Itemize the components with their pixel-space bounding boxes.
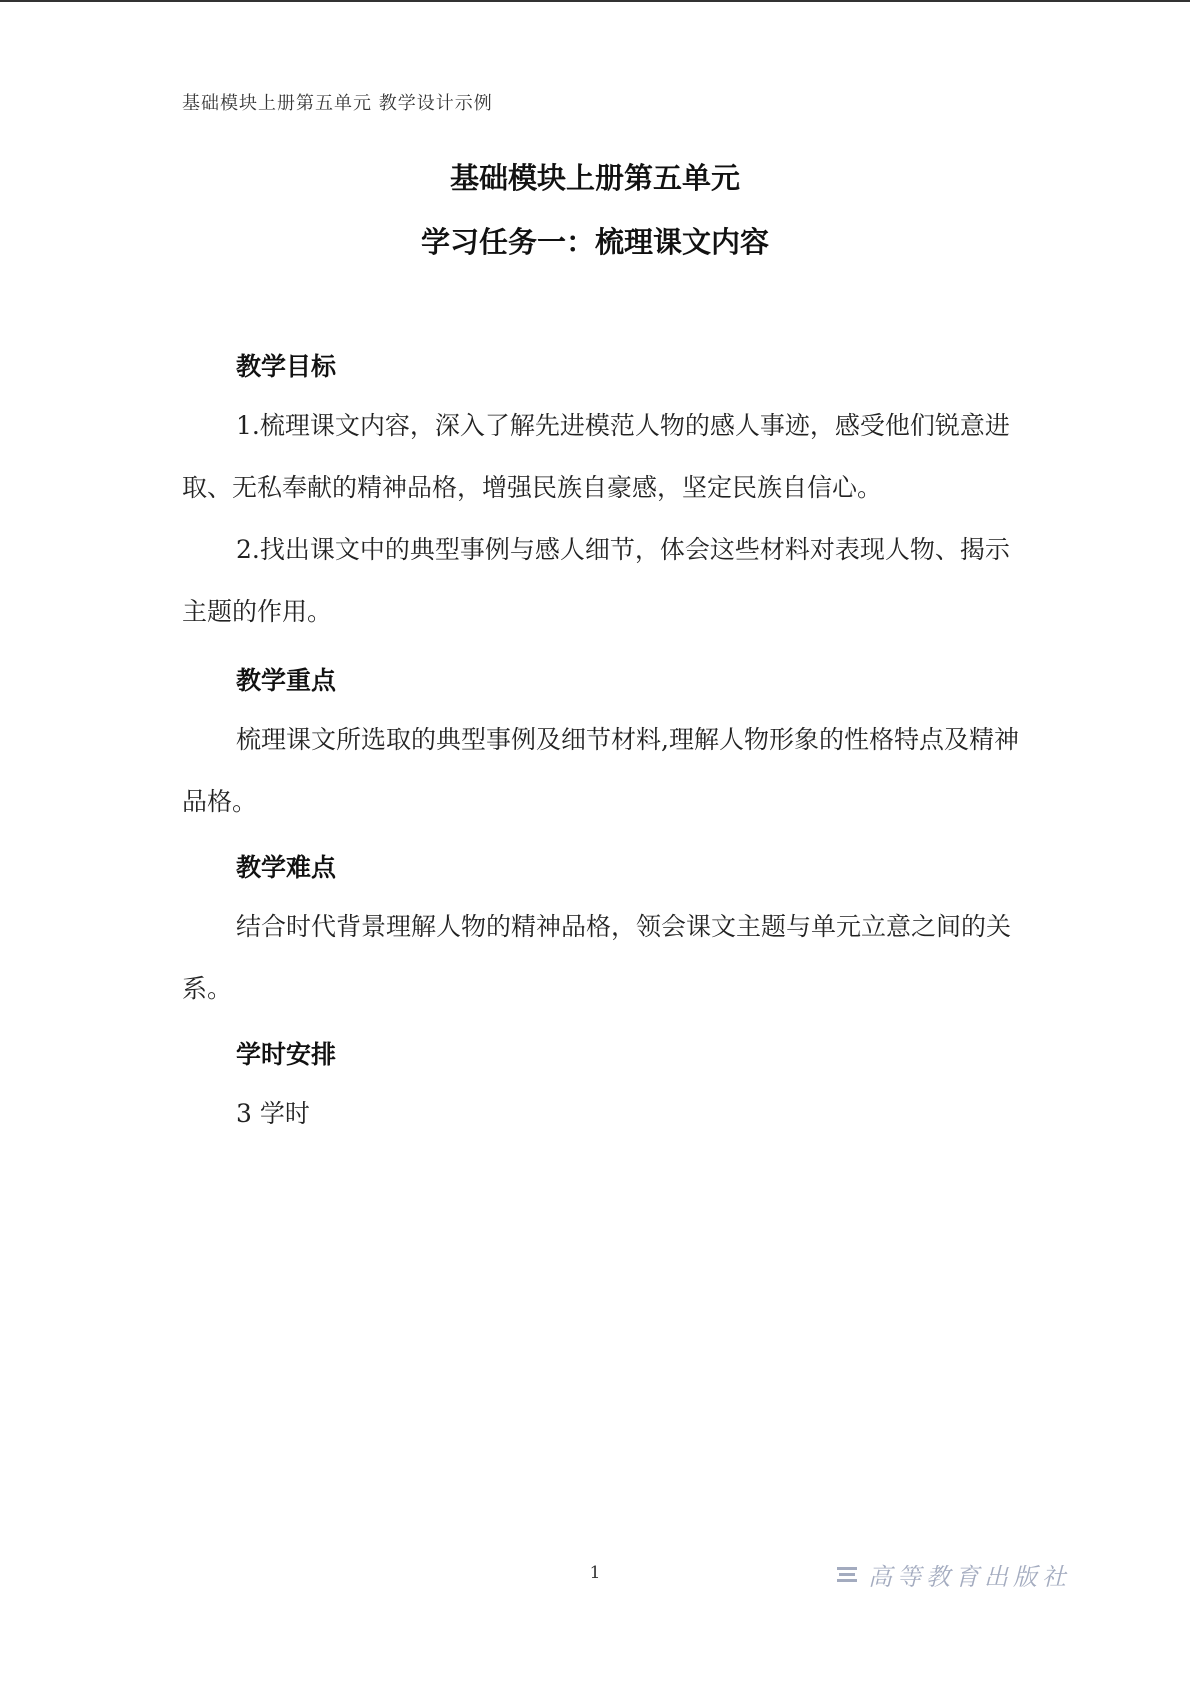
schedule-body: 3 学时 [236, 1099, 310, 1128]
publisher-logo [836, 1557, 1071, 1592]
top-border-line [0, 0, 1190, 2]
objective-item-2 [182, 519, 1022, 643]
objectives-heading: 教学目标 [236, 352, 337, 381]
page-title: 基础模块上册第五单元 [449, 161, 740, 195]
running-header: 基础模块上册第五单元 教学设计示例 [182, 93, 493, 114]
key-points-heading: 教学重点 [236, 666, 337, 695]
difficulties-body: 结合时代背景理解人物的精神品格，领会课文主题与单元立意之间的关系。 [182, 912, 1012, 1003]
page-number: 1 [589, 1563, 601, 1583]
publisher-logo-icon [836, 1564, 858, 1586]
schedule-heading: 学时安排 [236, 1040, 337, 1069]
difficulties-heading: 教学难点 [236, 853, 337, 882]
key-points-body: 梳理课文所选取的典型事例及细节材料,理解人物形象的性格特点及精神品格。 [182, 725, 1019, 816]
objective-item-2-text: 2.找出课文中的典型事例与感人细节，体会这些材料对表现人物、揭示主题的作用。 [182, 535, 1010, 626]
schedule-text [182, 1083, 1022, 1145]
key-points-text [182, 709, 1022, 833]
publisher-name: 高等教育出版社 [868, 1563, 1071, 1591]
page-subtitle: 学习任务一：梳理课文内容 [420, 225, 769, 259]
objective-item-1-text: 1.梳理课文内容，深入了解先进模范人物的感人事迹，感受他们锐意进取、无私奉献的精神品格，增强民族自豪感，坚定民族自信心。 [182, 411, 1010, 502]
objective-item-1 [182, 395, 1022, 519]
difficulties-text [182, 896, 1022, 1020]
